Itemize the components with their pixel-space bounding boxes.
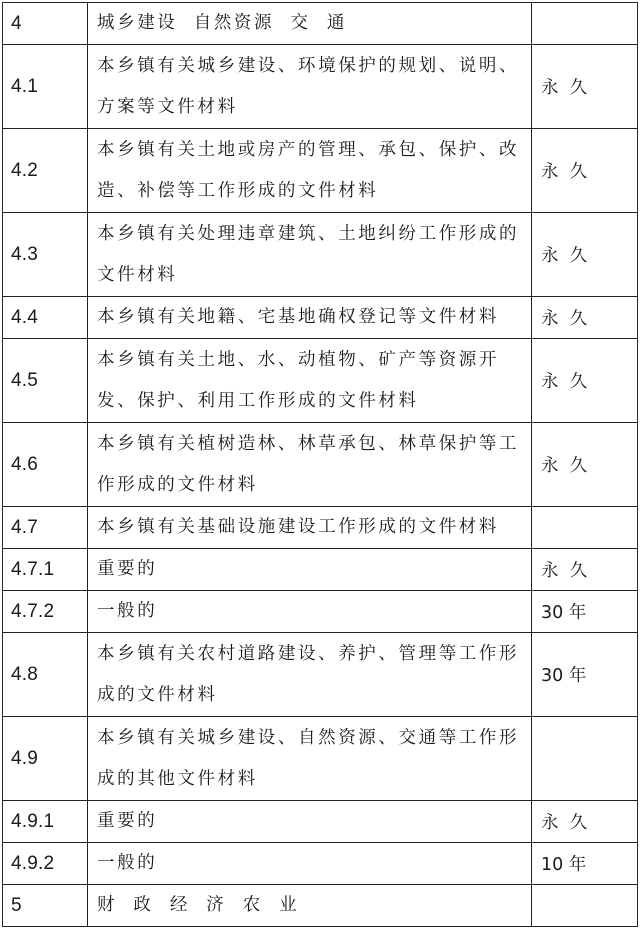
table-row xyxy=(3,423,638,507)
item-number-cell: 4.9.1 xyxy=(3,801,88,843)
table-row xyxy=(3,549,638,591)
item-description-cell: 一般的 xyxy=(88,591,532,633)
item-description-cell: 本乡镇有关城乡建设、环境保护的规划、说明、方案等文件材料 xyxy=(88,45,532,129)
retention-period-cell: 永 久 xyxy=(532,213,638,297)
retention-period-cell xyxy=(532,507,638,549)
item-number-cell: 4.4 xyxy=(3,297,88,339)
item-description-cell: 本乡镇有关处理违章建筑、土地纠纷工作形成的文件材料 xyxy=(88,213,532,297)
table-row xyxy=(3,885,638,927)
retention-period-cell: 永 久 xyxy=(532,129,638,213)
retention-schedule-table xyxy=(2,2,638,927)
retention-period-cell: 永 久 xyxy=(532,423,638,507)
table-row xyxy=(3,297,638,339)
item-number-cell: 4.7.2 xyxy=(3,591,88,633)
table-row xyxy=(3,591,638,633)
table-body xyxy=(3,3,638,927)
item-number-cell: 4 xyxy=(3,3,88,45)
item-description-cell: 本乡镇有关植树造林、林草承包、林草保护等工作形成的文件材料 xyxy=(88,423,532,507)
item-number-cell: 4.7 xyxy=(3,507,88,549)
item-description-cell: 本乡镇有关地籍、宅基地确权登记等文件材料 xyxy=(88,297,532,339)
retention-period-cell: 30 年 xyxy=(532,633,638,717)
retention-period-cell: 永 久 xyxy=(532,45,638,129)
table-row xyxy=(3,843,638,885)
item-number-cell: 4.3 xyxy=(3,213,88,297)
retention-period-cell: 永 久 xyxy=(532,549,638,591)
item-number-cell: 4.5 xyxy=(3,339,88,423)
item-number-cell: 4.2 xyxy=(3,129,88,213)
table-row xyxy=(3,717,638,801)
retention-period-cell xyxy=(532,3,638,45)
item-description-cell: 财 政 经 济 农 业 xyxy=(88,885,532,927)
item-number-cell: 4.8 xyxy=(3,633,88,717)
table-row xyxy=(3,45,638,129)
retention-period-cell: 永 久 xyxy=(532,339,638,423)
item-number-cell: 4.6 xyxy=(3,423,88,507)
item-number-cell: 4.9.2 xyxy=(3,843,88,885)
item-number-cell: 4.1 xyxy=(3,45,88,129)
table-row xyxy=(3,339,638,423)
retention-period-cell xyxy=(532,717,638,801)
item-description-cell: 本乡镇有关土地或房产的管理、承包、保护、改造、补偿等工作形成的文件材料 xyxy=(88,129,532,213)
table-row xyxy=(3,633,638,717)
item-number-cell: 4.7.1 xyxy=(3,549,88,591)
item-description-cell: 本乡镇有关农村道路建设、养护、管理等工作形成的文件材料 xyxy=(88,633,532,717)
item-description-cell: 重要的 xyxy=(88,549,532,591)
table-row xyxy=(3,3,638,45)
retention-period-cell: 永 久 xyxy=(532,801,638,843)
item-description-cell: 本乡镇有关土地、水、动植物、矿产等资源开发、保护、利用工作形成的文件材料 xyxy=(88,339,532,423)
item-description-cell: 本乡镇有关基础设施建设工作形成的文件材料 xyxy=(88,507,532,549)
retention-period-cell xyxy=(532,885,638,927)
retention-period-cell: 10 年 xyxy=(532,843,638,885)
item-number-cell: 4.9 xyxy=(3,717,88,801)
table-row xyxy=(3,801,638,843)
item-description-cell: 重要的 xyxy=(88,801,532,843)
item-description-cell: 一般的 xyxy=(88,843,532,885)
retention-period-cell: 30 年 xyxy=(532,591,638,633)
table-row xyxy=(3,129,638,213)
table-row xyxy=(3,213,638,297)
retention-period-cell: 永 久 xyxy=(532,297,638,339)
table-row xyxy=(3,507,638,549)
item-number-cell: 5 xyxy=(3,885,88,927)
item-description-cell: 城乡建设 自然资源 交 通 xyxy=(88,3,532,45)
item-description-cell: 本乡镇有关城乡建设、自然资源、交通等工作形成的其他文件材料 xyxy=(88,717,532,801)
